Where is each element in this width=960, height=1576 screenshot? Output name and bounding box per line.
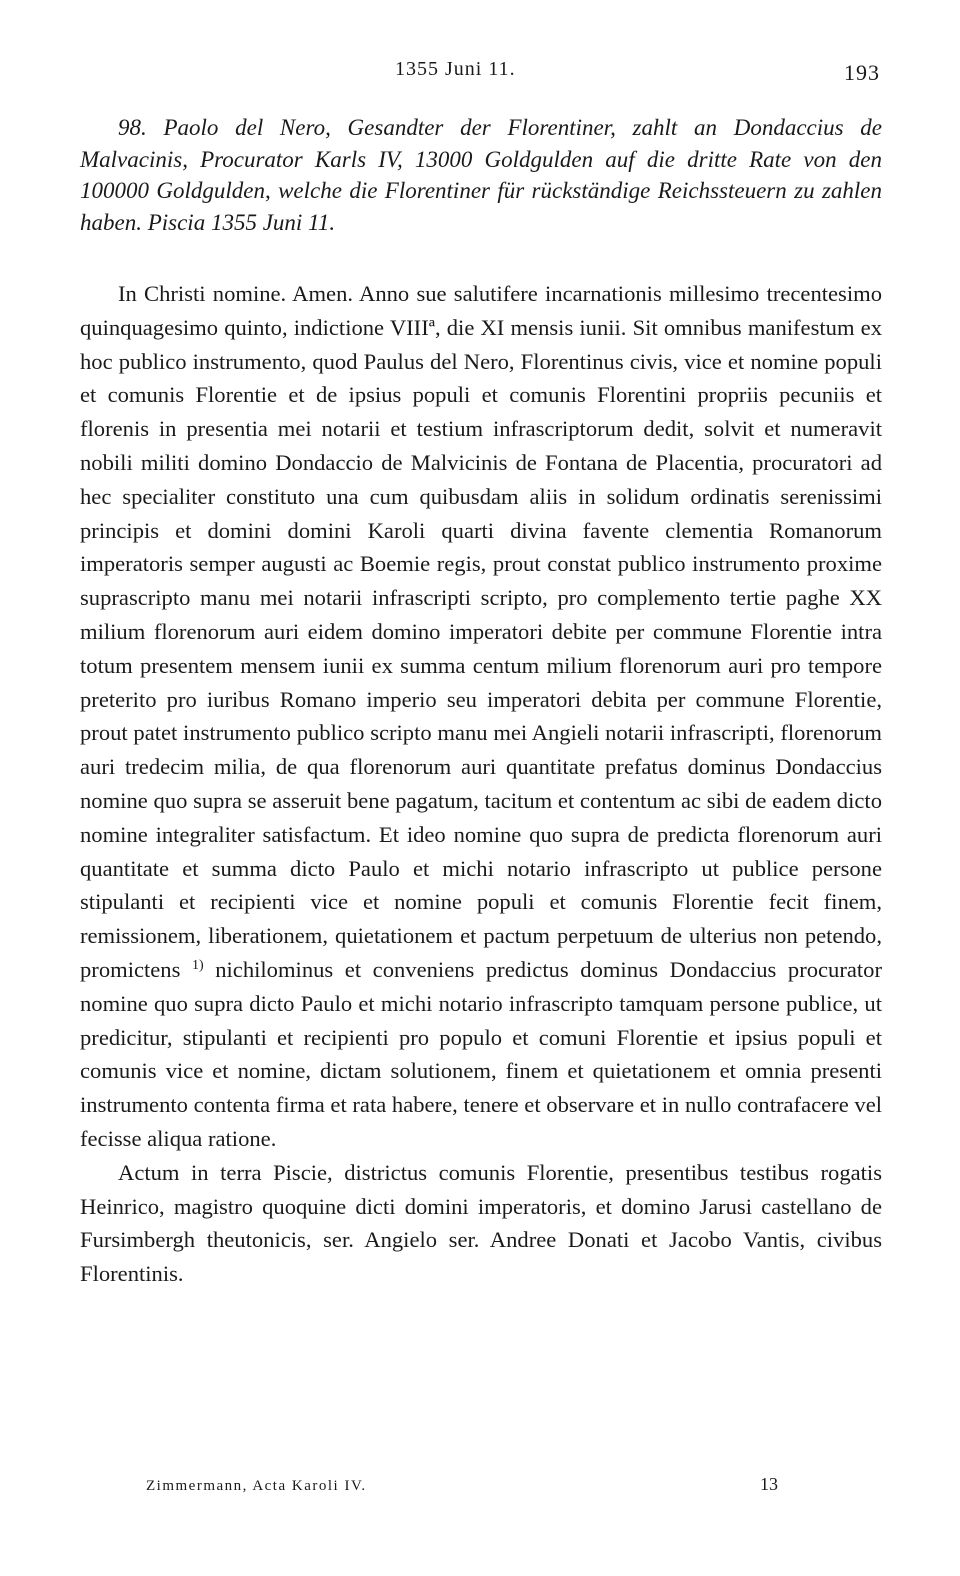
regest-text: Paolo del Nero, Gesandter der Florentiner, zahlt an Dondaccius de Malvacinis, Procurator Karls IV, 13000 Goldgulden auf die dritte Rate von den 100000 Goldgulden, welche die Florentiner für rückständige Reichssteuern zu zahlen haben. Piscia 1355 Juni 11. [80, 115, 882, 235]
header-date: 1355 Juni 11. [395, 58, 516, 80]
document-page [80, 0, 882, 1576]
sheet-number: 13 [760, 1474, 778, 1494]
paragraph-text: In Christi nomine. Amen. Anno sue salutifere incarnationis millesimo trecentesimo quinquagesimo quinto, indictione VIIIª, die XI mensis iunii. Sit omnibus manifestum ex hoc publico instrumento, quod Paulus del Nero, Florentinus civis, vice et nomine populi et comunis Florentie et de ipsius populi et comunis Florentini propriis pecuniis et florenis in presentia mei notarii et testium infrascriptorum dedit, solvit et numeravit nobili militi domino Dondaccio de Malvicinis de Fontana de Placentia, procuratori ad hec specialiter constituto una cum quibusdam aliis in solidum ordinatis serenissimi principis et domini domini Karoli quarti divina favente clementia Romanorum imperatoris semper augusti ac Boemie regis, prout constat publico instrumento proxime suprascripto manu mei notarii infrascripti scripto, pro complemento tertie paghe XX milium florenorum auri eidem domino imperatori debite per commune Florentie intra totum presentem mensem iunii ex summa centum milium florenorum auri pro tempore preterito pro iuribus Romano imperio seu imperatori debita per commune Florentie, prout patet instrumento publico scripto manu mei Angieli notarii infrascripti, florenorum auri tredecim milia, de qua florenorum auri quantitate prefatus dominus Dondaccius nomine quo supra se asseruit bene pagatum, tacitum et contentum ac sibi de eadem dicto nomine integraliter satisfactum. Et ideo nomine quo supra de predicta florenorum auri quantitate et summa dicto Paulo et michi notario infrascripto ut publice persone stipulanti et recipienti vice et nomine populi et comunis Florentie fecit finem, remissionem, liberationem, quietationem et pactum perpetuum de ulterius non petendo, promictens [80, 281, 882, 982]
document-number: 98. [118, 115, 147, 140]
document-paragraph: Actum in terra Piscie, districtus comunis Florentie, presentibus testibus rogatis Heinrico, magistro quoquine dicti domini imperatoris, et domino Jarusi castellano de Fursimbergh theutonicis, ser. Angielo ser. Andree Donati et Jacobo Vantis, civibus Florentinis. [80, 1159, 882, 1287]
page-footer [80, 1474, 882, 1502]
paragraph-text-continued: nichilominus et conveniens predictus dominus Dondaccius procurator nomine quo supra dicto Paulo et michi notario infrascripto tamquam persone publice, ut predicitur, stipulanti et recipienti pro populo et comuni Florentie et ipsius populi et comunis vice et nomine, dictam solutionem, finem et quietationem et omnia presenti instrumento contenta firma et rata habere, tenere et observare et in nullo contrafacere vel fecisse aliqua ratione. [80, 956, 882, 1151]
page-number: 193 [844, 60, 880, 85]
running-header [80, 58, 882, 88]
document-body [80, 277, 882, 1291]
regest-summary [80, 112, 882, 238]
footer-signature: Zimmermann, Acta Karoli IV. [146, 1478, 367, 1494]
footnote-marker: 1) [191, 957, 204, 973]
document-paragraph [80, 277, 882, 1156]
